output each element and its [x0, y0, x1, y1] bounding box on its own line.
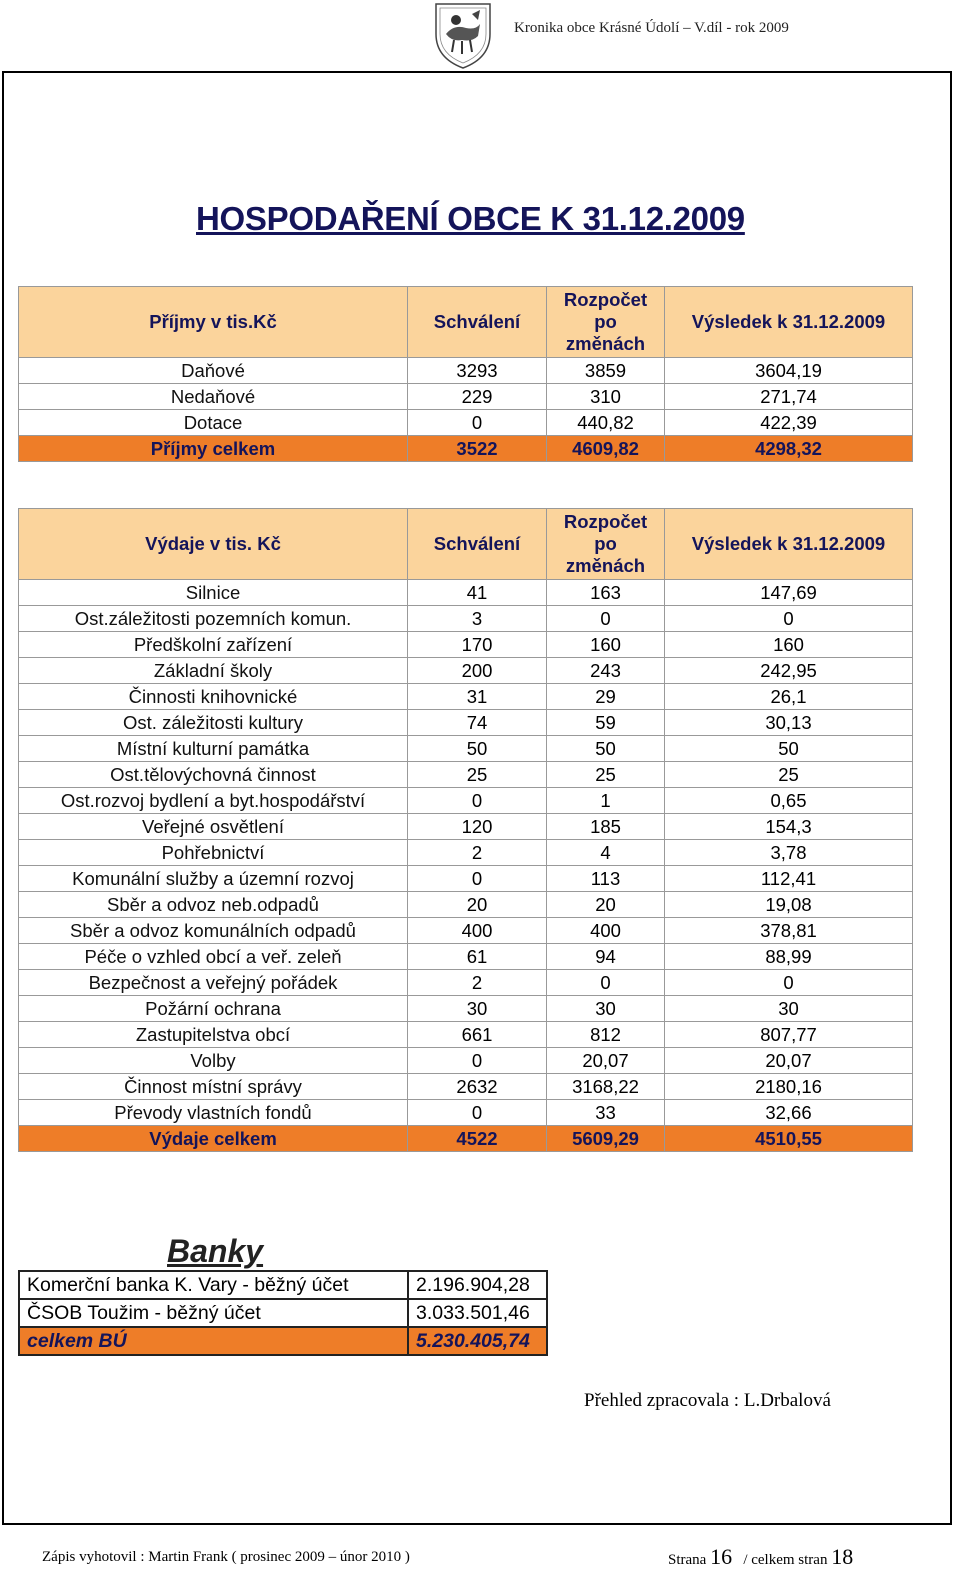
expenses-cell-revised: 185	[547, 814, 665, 840]
expenses-cell-result: 0,65	[665, 788, 913, 814]
expenses-cell-revised: 25	[547, 762, 665, 788]
expenses-cell-result: 112,41	[665, 866, 913, 892]
expenses-total-category: Výdaje celkem	[19, 1126, 408, 1152]
expenses-cell-category: Sběr a odvoz neb.odpadů	[19, 892, 408, 918]
coat-of-arms-logo	[432, 0, 494, 70]
income-cell-result: 422,39	[665, 410, 913, 436]
expenses-cell-approved: 2632	[408, 1074, 547, 1100]
expenses-cell-result: 50	[665, 736, 913, 762]
expenses-row	[19, 866, 913, 892]
footer-page-label: Strana	[668, 1552, 707, 1568]
expenses-header-approved: Schválení	[408, 509, 547, 580]
expenses-row	[19, 814, 913, 840]
income-table	[18, 286, 913, 462]
bank-cell-account: Komerční banka K. Vary - běžný účet	[19, 1271, 408, 1299]
expenses-cell-approved: 20	[408, 892, 547, 918]
chronicle-header: Kronika obce Krásné Údolí – V.díl - rok 2009	[514, 20, 789, 36]
bank-total-label: celkem BÚ	[19, 1327, 408, 1355]
expenses-cell-result: 147,69	[665, 580, 913, 606]
expenses-row	[19, 658, 913, 684]
expenses-cell-revised: 243	[547, 658, 665, 684]
income-cell-revised: 3859	[547, 358, 665, 384]
expenses-cell-revised: 0	[547, 606, 665, 632]
income-cell-approved: 229	[408, 384, 547, 410]
expenses-cell-approved: 41	[408, 580, 547, 606]
expenses-cell-result: 20,07	[665, 1048, 913, 1074]
income-total-row	[19, 436, 913, 462]
expenses-cell-category: Zastupitelstva obcí	[19, 1022, 408, 1048]
expenses-cell-revised: 163	[547, 580, 665, 606]
footer-page-info	[668, 1544, 853, 1570]
expenses-cell-result: 807,77	[665, 1022, 913, 1048]
expenses-cell-result: 26,1	[665, 684, 913, 710]
income-total-revised: 4609,82	[547, 436, 665, 462]
expenses-cell-revised: 50	[547, 736, 665, 762]
expenses-row	[19, 1048, 913, 1074]
expenses-row	[19, 1100, 913, 1126]
income-header-revised: Rozpočet po změnách	[547, 287, 665, 358]
income-header-category: Příjmy v tis.Kč	[19, 287, 408, 358]
expenses-row	[19, 736, 913, 762]
expenses-header-revised: Rozpočet po změnách	[547, 509, 665, 580]
page-title: HOSPODAŘENÍ OBCE K 31.12.2009	[196, 200, 745, 237]
expenses-cell-approved: 0	[408, 788, 547, 814]
expenses-cell-approved: 170	[408, 632, 547, 658]
expenses-cell-approved: 2	[408, 840, 547, 866]
income-cell-category: Nedaňové	[19, 384, 408, 410]
income-header-row	[19, 287, 913, 358]
expenses-header-category: Výdaje v tis. Kč	[19, 509, 408, 580]
expenses-row	[19, 710, 913, 736]
expenses-cell-approved: 120	[408, 814, 547, 840]
expenses-cell-result: 242,95	[665, 658, 913, 684]
expenses-cell-category: Sběr a odvoz komunálních odpadů	[19, 918, 408, 944]
expenses-cell-result: 25	[665, 762, 913, 788]
expenses-cell-approved: 2	[408, 970, 547, 996]
income-cell-category: Dotace	[19, 410, 408, 436]
expenses-cell-category: Bezpečnost a veřejný pořádek	[19, 970, 408, 996]
expenses-cell-revised: 3168,22	[547, 1074, 665, 1100]
expenses-cell-result: 30	[665, 996, 913, 1022]
expenses-row	[19, 580, 913, 606]
income-total-category: Příjmy celkem	[19, 436, 408, 462]
expenses-row	[19, 788, 913, 814]
expenses-header-row	[19, 509, 913, 580]
prepared-by: Přehled zpracovala : L.Drbalová	[584, 1390, 831, 1411]
expenses-cell-approved: 31	[408, 684, 547, 710]
expenses-row	[19, 684, 913, 710]
income-row	[19, 410, 913, 436]
income-header-approved: Schválení	[408, 287, 547, 358]
bank-cell-balance: 2.196.904,28	[408, 1271, 547, 1299]
expenses-table	[18, 508, 913, 1152]
bank-row	[19, 1299, 547, 1327]
expenses-row	[19, 892, 913, 918]
expenses-cell-result: 378,81	[665, 918, 913, 944]
income-row	[19, 358, 913, 384]
expenses-cell-approved: 61	[408, 944, 547, 970]
expenses-row	[19, 840, 913, 866]
expenses-cell-revised: 94	[547, 944, 665, 970]
expenses-cell-approved: 30	[408, 996, 547, 1022]
expenses-total-approved: 4522	[408, 1126, 547, 1152]
footer-page-number: 16	[710, 1544, 733, 1569]
expenses-cell-category: Ost. záležitosti kultury	[19, 710, 408, 736]
expenses-row	[19, 632, 913, 658]
banks-title: Banky	[167, 1233, 264, 1269]
expenses-cell-revised: 20	[547, 892, 665, 918]
expenses-cell-category: Místní kulturní památka	[19, 736, 408, 762]
expenses-cell-result: 2180,16	[665, 1074, 913, 1100]
expenses-cell-category: Ost.rozvoj bydlení a byt.hospodářství	[19, 788, 408, 814]
expenses-cell-result: 160	[665, 632, 913, 658]
income-cell-revised: 310	[547, 384, 665, 410]
bank-cell-balance: 3.033.501,46	[408, 1299, 547, 1327]
expenses-cell-result: 3,78	[665, 840, 913, 866]
expenses-cell-approved: 74	[408, 710, 547, 736]
expenses-cell-approved: 661	[408, 1022, 547, 1048]
expenses-cell-approved: 400	[408, 918, 547, 944]
expenses-row	[19, 944, 913, 970]
expenses-cell-category: Veřejné osvětlení	[19, 814, 408, 840]
expenses-cell-result: 0	[665, 970, 913, 996]
footer-recorded-by: Zápis vyhotovil : Martin Frank ( prosinec 2009 – únor 2010 )	[42, 1549, 410, 1565]
income-row	[19, 384, 913, 410]
expenses-cell-approved: 0	[408, 866, 547, 892]
expenses-cell-revised: 113	[547, 866, 665, 892]
expenses-cell-result: 0	[665, 606, 913, 632]
income-cell-approved: 3293	[408, 358, 547, 384]
expenses-cell-approved: 3	[408, 606, 547, 632]
expenses-cell-category: Základní školy	[19, 658, 408, 684]
expenses-cell-category: Pohřebnictví	[19, 840, 408, 866]
banks-table	[18, 1270, 548, 1356]
bank-total-row	[19, 1327, 547, 1355]
footer-total-label: / celkem stran	[743, 1552, 828, 1568]
expenses-cell-approved: 0	[408, 1048, 547, 1074]
expenses-cell-result: 154,3	[665, 814, 913, 840]
expenses-cell-revised: 4	[547, 840, 665, 866]
income-cell-approved: 0	[408, 410, 547, 436]
expenses-cell-result: 19,08	[665, 892, 913, 918]
expenses-row	[19, 996, 913, 1022]
expenses-row	[19, 762, 913, 788]
expenses-row	[19, 606, 913, 632]
expenses-cell-revised: 400	[547, 918, 665, 944]
expenses-row	[19, 1022, 913, 1048]
expenses-cell-revised: 20,07	[547, 1048, 665, 1074]
expenses-row	[19, 1074, 913, 1100]
expenses-cell-approved: 25	[408, 762, 547, 788]
expenses-cell-approved: 200	[408, 658, 547, 684]
expenses-cell-approved: 0	[408, 1100, 547, 1126]
expenses-cell-revised: 29	[547, 684, 665, 710]
expenses-cell-revised: 0	[547, 970, 665, 996]
expenses-cell-category: Ost.záležitosti pozemních komun.	[19, 606, 408, 632]
expenses-cell-category: Činnost místní správy	[19, 1074, 408, 1100]
bank-row	[19, 1271, 547, 1299]
income-cell-category: Daňové	[19, 358, 408, 384]
expenses-cell-revised: 160	[547, 632, 665, 658]
expenses-row	[19, 918, 913, 944]
expenses-cell-result: 30,13	[665, 710, 913, 736]
expenses-cell-revised: 1	[547, 788, 665, 814]
expenses-cell-revised: 33	[547, 1100, 665, 1126]
expenses-cell-category: Požární ochrana	[19, 996, 408, 1022]
expenses-cell-revised: 812	[547, 1022, 665, 1048]
expenses-total-row	[19, 1126, 913, 1152]
expenses-row	[19, 970, 913, 996]
expenses-cell-revised: 59	[547, 710, 665, 736]
expenses-cell-result: 32,66	[665, 1100, 913, 1126]
income-total-result: 4298,32	[665, 436, 913, 462]
expenses-header-result: Výsledek k 31.12.2009	[665, 509, 913, 580]
expenses-cell-category: Silnice	[19, 580, 408, 606]
expenses-cell-category: Ost.tělovýchovná činnost	[19, 762, 408, 788]
footer-total-pages: 18	[831, 1544, 854, 1569]
expenses-cell-category: Péče o vzhled obcí a veř. zeleň	[19, 944, 408, 970]
income-header-result: Výsledek k 31.12.2009	[665, 287, 913, 358]
expenses-cell-revised: 30	[547, 996, 665, 1022]
income-cell-revised: 440,82	[547, 410, 665, 436]
income-total-approved: 3522	[408, 436, 547, 462]
expenses-cell-approved: 50	[408, 736, 547, 762]
bank-total-balance: 5.230.405,74	[408, 1327, 547, 1355]
income-cell-result: 271,74	[665, 384, 913, 410]
bank-cell-account: ČSOB Toužim - běžný účet	[19, 1299, 408, 1327]
expenses-cell-category: Převody vlastních fondů	[19, 1100, 408, 1126]
expenses-total-result: 4510,55	[665, 1126, 913, 1152]
expenses-cell-category: Komunální služby a územní rozvoj	[19, 866, 408, 892]
expenses-cell-result: 88,99	[665, 944, 913, 970]
expenses-cell-category: Volby	[19, 1048, 408, 1074]
expenses-total-revised: 5609,29	[547, 1126, 665, 1152]
expenses-cell-category: Předškolní zařízení	[19, 632, 408, 658]
expenses-cell-category: Činnosti knihovnické	[19, 684, 408, 710]
income-cell-result: 3604,19	[665, 358, 913, 384]
